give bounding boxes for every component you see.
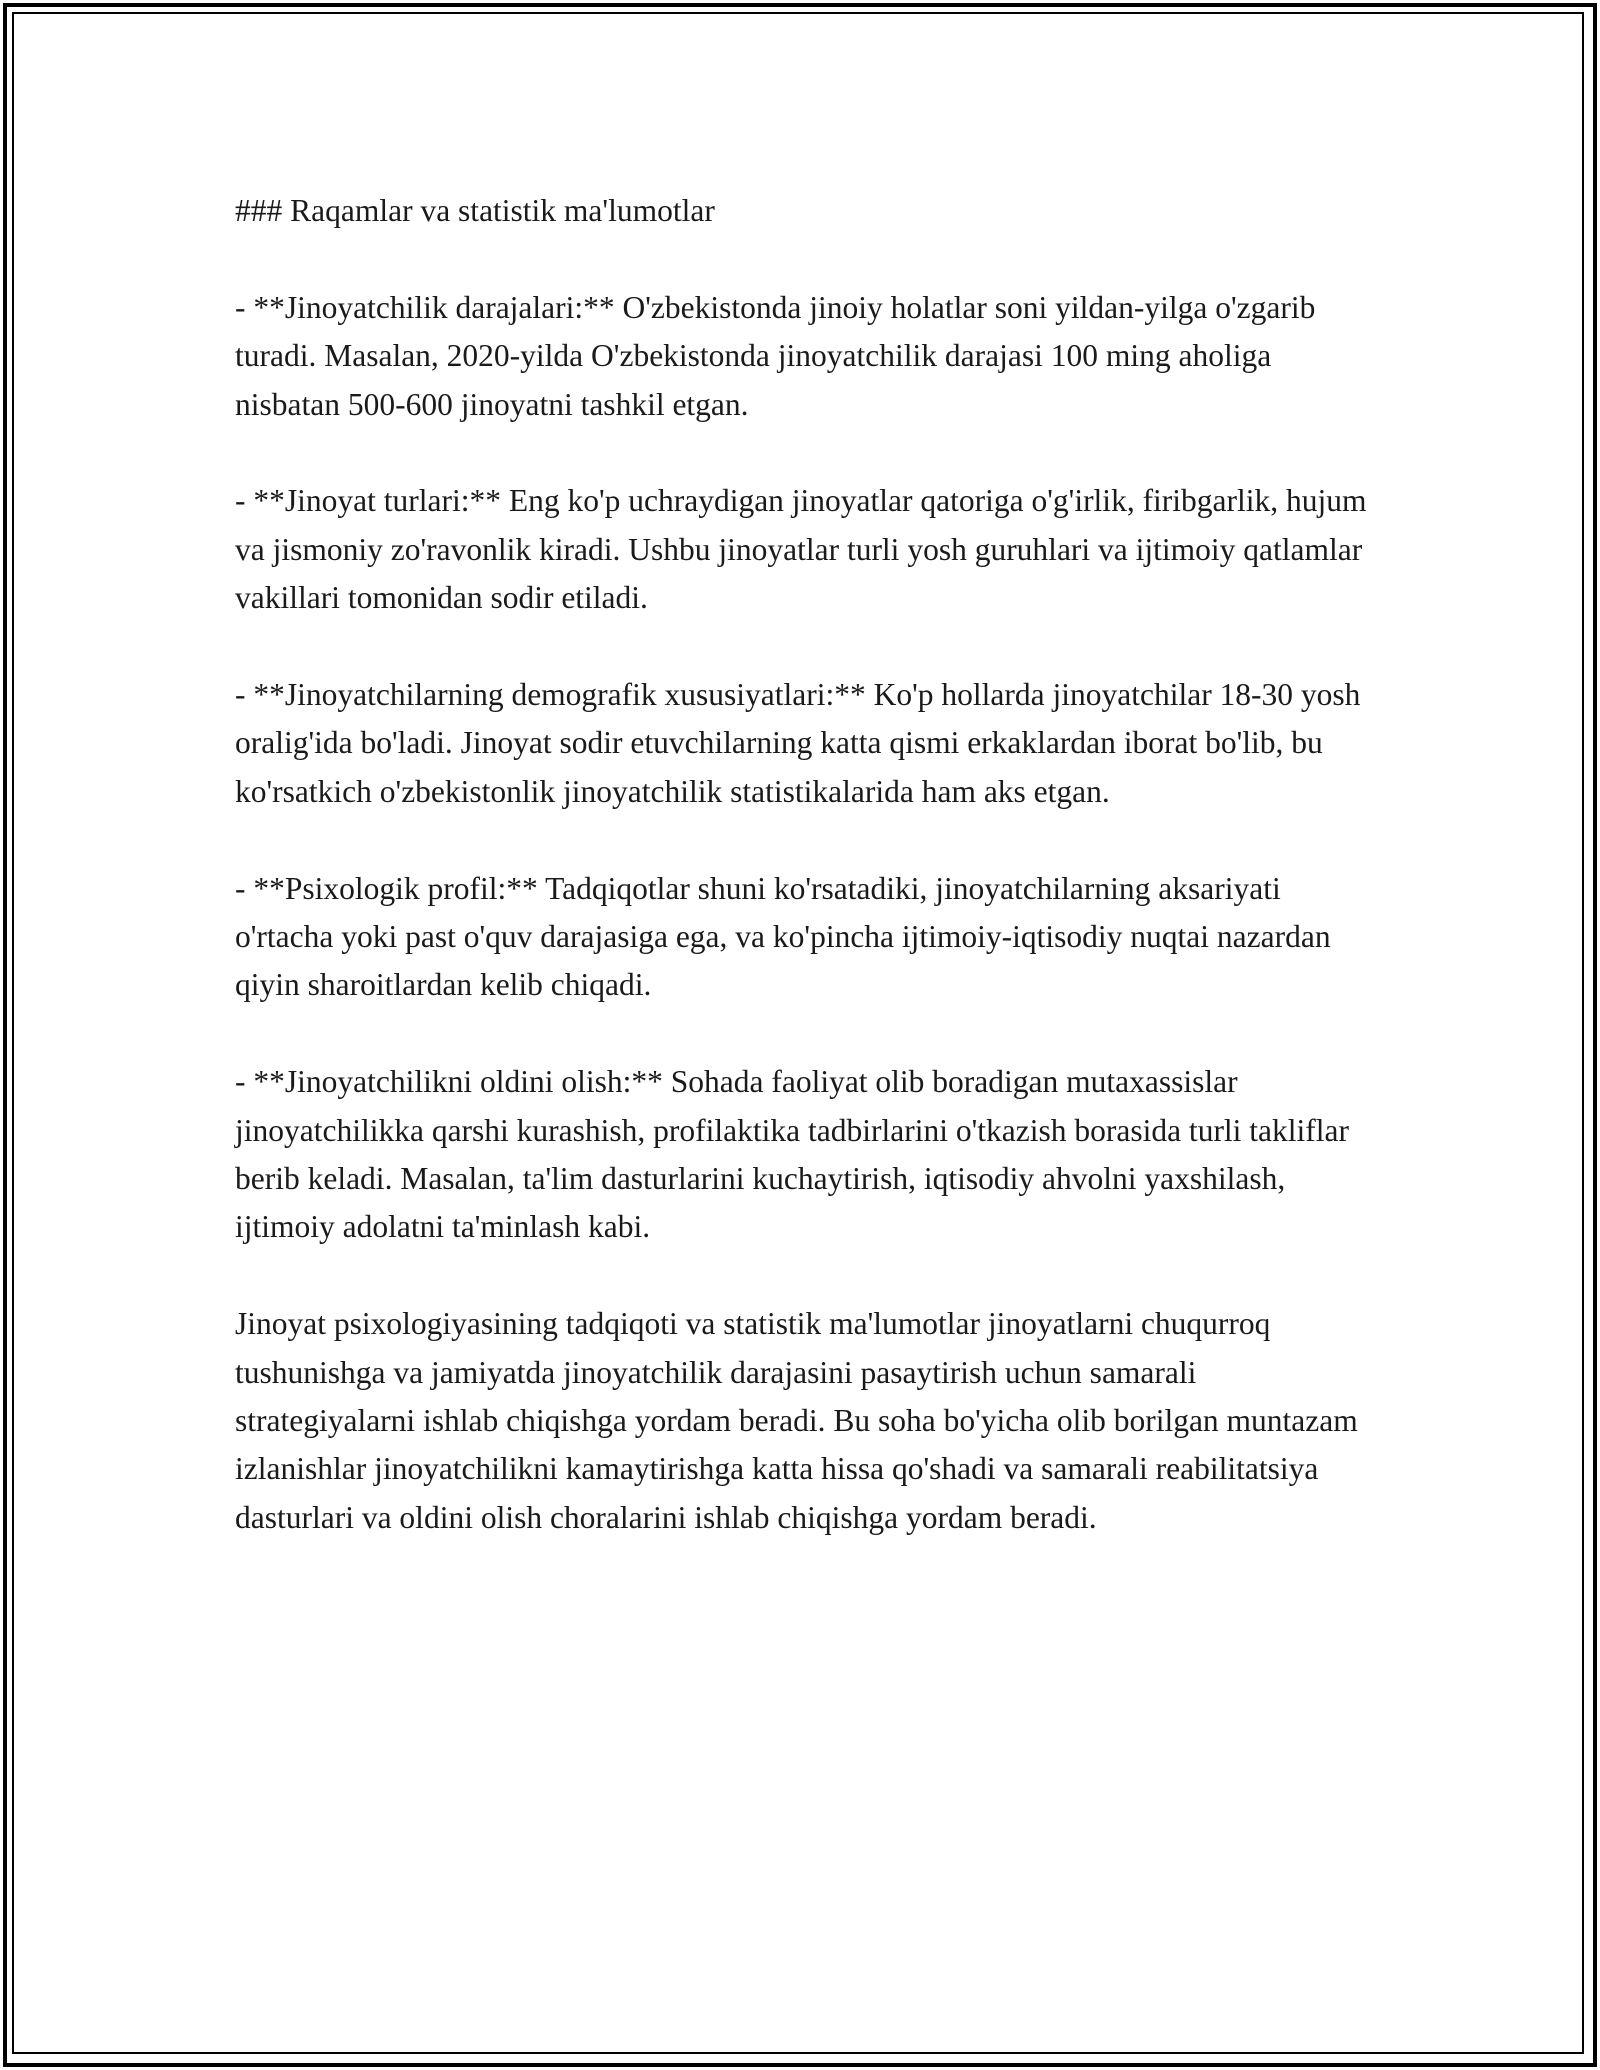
section-heading: ### Raqamlar va statistik ma'lumotlar bbox=[235, 193, 715, 228]
paragraph-demographics: - **Jinoyatchilarning demografik xususiyatlari:** Ko'p hollarda jinoyatchilar 18-30 yosh oralig'ida bo'ladi. Jinoyat sodir etuvchilarning katta qismi erkaklardan iborat bo'lib, bu ko'rsatkich o'zbekistonlik jinoyatchilik statistikalarida ham aks etgan. bbox=[235, 677, 1361, 809]
paragraph-psychological-profile: - **Psixologik profil:** Tadqiqotlar shuni ko'rsatadiki, jinoyatchilarning aksariyati o'rtacha yoki past o'quv darajasiga ega, va ko'pincha ijtimoiy-iqtisodiy nuqtai nazardan qiyin sharoitlardan kelib chiqadi. bbox=[235, 870, 1331, 1003]
paragraph-prevention: - **Jinoyatchilikni oldini olish:** Sohada faoliyat olib boradigan mutaxassislar jinoyatchilikka qarshi kurashish, profilaktika tadbirlarini o'tkazish borasida turli takliflar berib keladi. Masalan, ta'lim dasturlarini kuchaytirish, iqtisodiy ahvolni yaxshilash, ijtimoiy adolatni ta'minlash kabi. bbox=[235, 1064, 1350, 1245]
paragraph-conclusion: Jinoyat psixologiyasining tadqiqoti va statistik ma'lumotlar jinoyatlarni chuqurroq tushunishga va jamiyatda jinoyatchilik darajasini pasaytirish uchun samarali strategiyalarni ishlab chiqishga yordam beradi. Bu soha bo'yicha olib borilgan muntazam izlanishlar jinoyatchilikni kamaytirishga katta hissa qo'shadi va samarali reabilitatsiya dasturlari va oldini olish choralarini ishlab chiqishga yordam beradi. bbox=[235, 1306, 1358, 1535]
paragraph-crime-levels: - **Jinoyatchilik darajalari:** O'zbekistonda jinoiy holatlar soni yildan-yilga o'zgarib turadi. Masalan, 2020-yilda O'zbekistonda jinoyatchilik darajasi 100 ming aholiga nisbatan 500-600 jinoyatni tashkil etgan. bbox=[235, 289, 1316, 422]
paragraph-crime-types: - **Jinoyat turlari:** Eng ko'p uchraydigan jinoyatlar qatoriga o'g'irlik, firibgarlik, hujum va jismoniy zo'ravonlik kiradi. Ushbu jinoyatlar turli yosh guruhlari va ijtimoiy qatlamlar vakillari tomonidan sodir etiladi. bbox=[235, 483, 1367, 616]
document-body bbox=[235, 187, 1380, 1542]
